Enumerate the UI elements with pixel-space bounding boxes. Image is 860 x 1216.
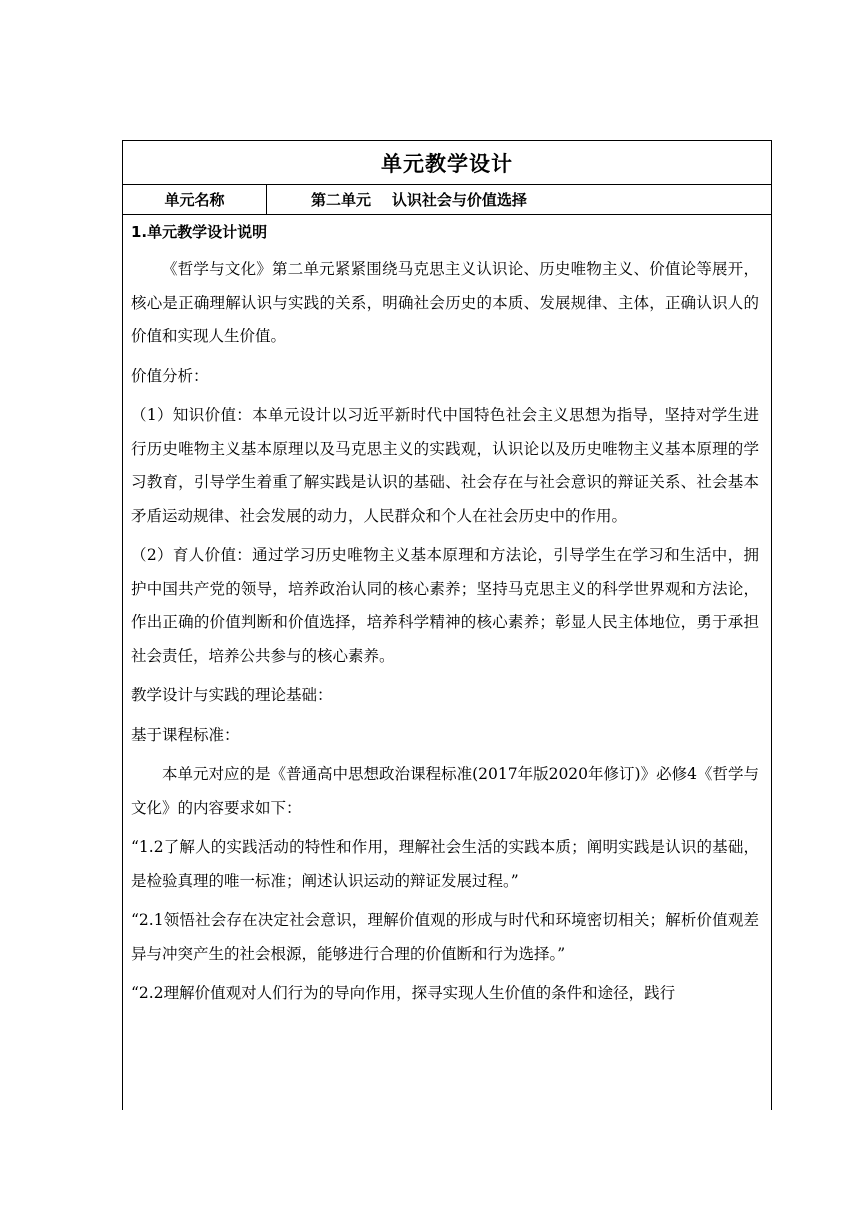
value-analysis-label: 价值分析： — [131, 366, 209, 385]
curriculum-standard-label: 基于课程标准： — [131, 725, 240, 744]
title-row — [123, 141, 771, 185]
intro-paragraph: 《哲学与文化》第二单元紧紧围绕马克思主义认识论、历史唯物主义、价值论等展开，核心是正确理解认识与实践的关系，明确社会历史的本质、发展规律、主体，正确认识人的价值和实现人生价值。 — [131, 260, 759, 345]
design-description-cell — [123, 215, 771, 1011]
document-title: 单元教学设计 — [381, 151, 513, 176]
theory-basis-label: 教学设计与实践的理论基础： — [131, 686, 333, 704]
unit-name-label: 单元名称 — [123, 185, 267, 214]
standard-quote-1-2: “1.2了解人的实践活动的特性和作用，理解社会生活的实践本质；阐明实践是认识的基础，是检验真理的唯一标准；阐述认识运动的辩证发展过程。” — [131, 838, 759, 890]
education-value-paragraph: （2）育人价值：通过学习历史唯物主义基本原理和方法论，引导学生在学习和生活中，拥护中国共产党的领导，培养政治认同的核心素养；坚持马克思主义的科学世界观和方法论，作出正确的价值判断和价值选择，培养科学精神的核心素养；彰显人民主体地位，勇于承担社会责任，培养公共参与的核心素养。 — [131, 546, 759, 665]
knowledge-value-paragraph: （1）知识价值：本单元设计以习近平新时代中国特色社会主义思想为指导，坚持对学生进行历史唯物主义基本原理以及马克思主义的实践观，认识论以及历史唯物主义基本原理的学习教育，引导学生着重了解实践是认识的基础、社会存在与社会意识的辩证关系、社会基本矛盾运动规律、社会发展的动力，人民群众和个人在社会历史中的作用。 — [131, 406, 759, 525]
unit-design-table — [122, 140, 772, 1110]
curriculum-standard-paragraph: 本单元对应的是《普通高中思想政治课程标准(2017年版2020年修订)》必修4《哲学与文化》的内容要求如下： — [131, 765, 759, 817]
standard-quote-2-1: “2.1领悟社会存在决定社会意识，理解价值观的形成与时代和环境密切相关；解析价值观差异与冲突产生的社会根源，能够进行合理的价值断和行为选择。” — [131, 911, 759, 963]
unit-name-row — [123, 185, 771, 215]
section-heading: 1.单元教学设计说明 — [131, 223, 268, 241]
standard-quote-2-2: “2.2理解价值观对人们行为的导向作用，探寻实现人生价值的条件和途径，践行 — [131, 984, 676, 1002]
unit-name-value: 第二单元 认识社会与价值选择 — [311, 191, 527, 209]
